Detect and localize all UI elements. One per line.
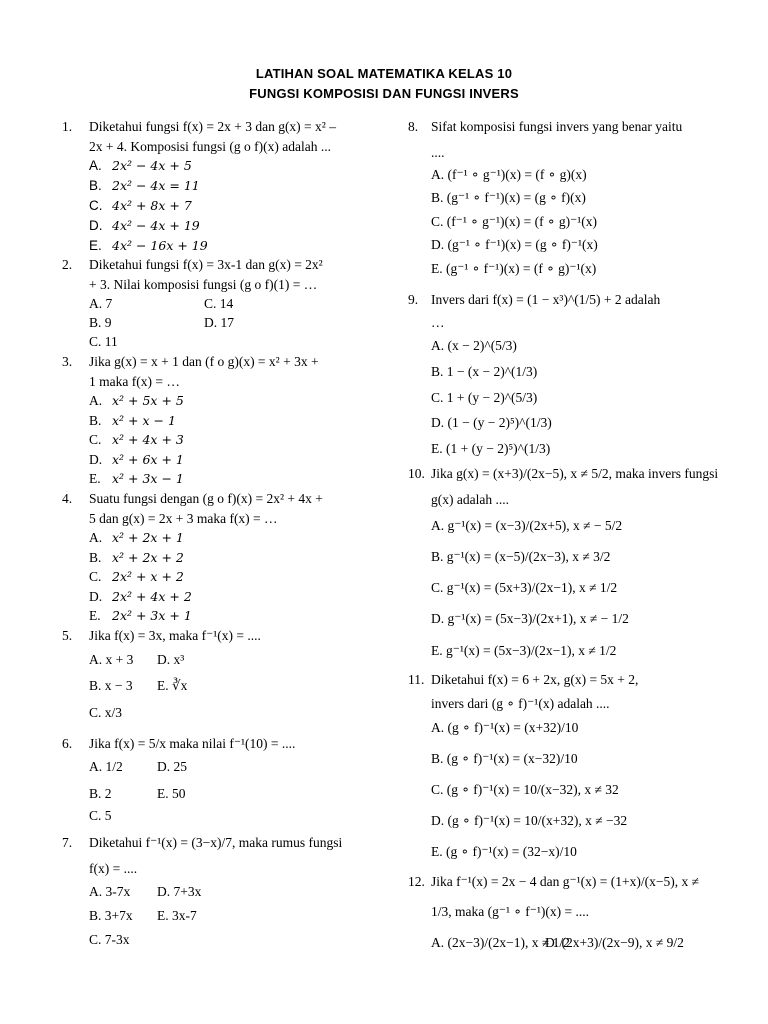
left-text-line: x² + 2x + 2 <box>112 550 184 565</box>
left-text-line: Suatu fungsi dengan (g o f)(x) = 2x² + 4x + <box>89 491 323 506</box>
left-text-line: + 3. Nilai komposisi fungsi (g o f)(1) = … <box>89 277 318 292</box>
left-text-line: Jika f(x) = 5/x maka nilai f⁻¹(10) = .... <box>89 736 296 751</box>
right-text-line: E. (g⁻¹ ∘ f⁻¹)(x) = (f ∘ g)⁻¹(x) <box>431 261 597 276</box>
right-text-line: 12. <box>408 874 425 889</box>
right-text-line: Invers dari f(x) = (1 − x³)^(1/5) + 2 adalah <box>431 292 661 307</box>
left-text-line: B. 2 <box>89 786 112 801</box>
left-text-line: x² + 6x + 1 <box>112 452 184 467</box>
left-text-line: E. ∛x <box>157 678 188 693</box>
left-text-line: 2x² − 4x + 5 <box>112 158 192 173</box>
left-text-line: 7. <box>62 835 73 850</box>
right-text-line: 10. <box>408 466 425 481</box>
right-text-line: 1/3, maka (g⁻¹ ∘ f⁻¹)(x) = .... <box>431 904 589 919</box>
right-text-line: B. 1 − (x − 2)^(1/3) <box>431 364 538 379</box>
left-text-line: A. <box>89 158 102 173</box>
left-text-line: 3. <box>62 354 73 369</box>
left-text-line: 2x² + x + 2 <box>112 569 184 584</box>
right-text-line: A. (2x−3)/(2x−1), x ≠ 1/2 <box>431 935 570 950</box>
right-text-line: g(x) adalah .... <box>431 492 509 507</box>
left-text-line: E. 3x-7 <box>157 908 197 923</box>
left-text-line: D. x³ <box>157 652 185 667</box>
left-text-line: B. 3+7x <box>89 908 133 923</box>
left-text-line: Diketahui f⁻¹(x) = (3−x)/7, maka rumus fungsi <box>89 835 343 850</box>
left-text-line: 2x² − 4x = 11 <box>112 178 200 193</box>
left-text-line: E. <box>89 471 101 486</box>
left-text-line: E. 50 <box>157 786 186 801</box>
right-text-line: Sifat komposisi fungsi invers yang benar yaitu <box>431 119 683 134</box>
right-text-line: E. (1 + (y − 2)⁵)^(1/3) <box>431 441 551 456</box>
left-text-line: x² + 2x + 1 <box>112 530 184 545</box>
right-text-line: C. 1 + (y − 2)^(5/3) <box>431 390 538 405</box>
right-text-line: E. (g ∘ f)⁻¹(x) = (32−x)/10 <box>431 844 577 859</box>
left-text-line: 1. <box>62 119 73 134</box>
left-text-line: D. 7+3x <box>157 884 202 899</box>
left-text-line: C. 7-3x <box>89 932 130 947</box>
left-text-line: Jika f(x) = 3x, maka f⁻¹(x) = .... <box>89 628 261 643</box>
left-text-line: A. 7 <box>89 296 113 311</box>
left-text-line: A. <box>89 393 103 408</box>
right-text-line: Jika g(x) = (x+3)/(2x−5), x ≠ 5/2, maka invers fungsi <box>431 466 719 481</box>
right-text-line: A. (g ∘ f)⁻¹(x) = (x+32)/10 <box>431 720 579 735</box>
left-text-line: 2. <box>62 257 73 272</box>
left-text-line: x² + 4x + 3 <box>112 432 184 447</box>
left-text-line: C. x/3 <box>89 705 123 720</box>
left-text-line: D. <box>89 218 103 233</box>
left-text-line: B. <box>89 178 102 193</box>
left-text-line: Diketahui fungsi f(x) = 2x + 3 dan g(x) = x² – <box>89 119 336 134</box>
right-text-line: Diketahui f(x) = 6 + 2x, g(x) = 5x + 2, <box>431 672 639 687</box>
left-text-line: 2x + 4. Komposisi fungsi (g o f)(x) adalah ... <box>89 139 331 154</box>
left-text-line: C. <box>89 569 102 584</box>
left-text-line: A. x + 3 <box>89 652 134 667</box>
page-subtitle: FUNGSI KOMPOSISI DAN FUNGSI INVERS <box>249 86 519 101</box>
left-text-line: E. <box>89 238 102 253</box>
right-text-line: A. g⁻¹(x) = (x−3)/(2x+5), x ≠ − 5/2 <box>431 518 623 533</box>
left-text-line: 1 maka f(x) = … <box>89 374 180 389</box>
page-title: LATIHAN SOAL MATEMATIKA KELAS 10 <box>255 66 513 81</box>
right-text-line: .... <box>431 145 445 160</box>
left-text-line: 5 dan g(x) = 2x + 3 maka f(x) = … <box>89 511 278 526</box>
right-text-line: 9. <box>408 292 419 307</box>
left-text-line: 4x² − 16x + 19 <box>112 238 208 253</box>
left-text-line: B. 9 <box>89 315 112 330</box>
left-text-line: B. <box>89 550 102 565</box>
left-text-line: C. 14 <box>204 296 234 311</box>
right-text-line: D. (g ∘ f)⁻¹(x) = 10/(x+32), x ≠ −32 <box>431 813 628 828</box>
left-text-line: 5. <box>62 628 73 643</box>
left-text-line: C. 11 <box>89 334 118 349</box>
right-text-line: A. (x − 2)^(5/3) <box>431 338 517 353</box>
left-text-line: f(x) = .... <box>89 861 138 876</box>
left-text-line: C. <box>89 198 103 213</box>
left-text-line: D. 25 <box>157 759 187 774</box>
left-text-line: 6. <box>62 736 73 751</box>
right-text-line: D. (2x+3)/(2x−9), x ≠ 9/2 <box>545 935 684 950</box>
right-text-line: … <box>431 315 445 330</box>
right-text-line: C. (f⁻¹ ∘ g⁻¹)(x) = (f ∘ g)⁻¹(x) <box>431 214 597 229</box>
left-text-line: D. <box>89 589 103 604</box>
left-text-line: 4x² − 4x + 19 <box>112 218 200 233</box>
left-text-line: C. <box>89 432 102 447</box>
right-text-line: 8. <box>408 119 419 134</box>
left-text-line: E. <box>89 608 101 623</box>
left-text-line: B. x − 3 <box>89 678 133 693</box>
right-text-line: D. g⁻¹(x) = (5x−3)/(2x+1), x ≠ − 1/2 <box>431 611 629 626</box>
right-text-line: D. (1 − (y − 2)⁵)^(1/3) <box>431 415 552 430</box>
left-text-line: B. <box>89 413 102 428</box>
left-text-line: D. <box>89 452 103 467</box>
right-text-line: A. (f⁻¹ ∘ g⁻¹)(x) = (f ∘ g)(x) <box>431 167 587 182</box>
right-text-line: C. g⁻¹(x) = (5x+3)/(2x−1), x ≠ 1/2 <box>431 580 618 595</box>
right-text-line: invers dari (g ∘ f)⁻¹(x) adalah .... <box>431 696 610 711</box>
left-text-line: C. 5 <box>89 808 112 823</box>
left-text-line: A. 1/2 <box>89 759 123 774</box>
left-text-line: A. 3-7x <box>89 884 131 899</box>
right-text-line: C. (g ∘ f)⁻¹(x) = 10/(x−32), x ≠ 32 <box>431 782 619 797</box>
left-text-line: 4. <box>62 491 73 506</box>
right-text-line: D. (g⁻¹ ∘ f⁻¹)(x) = (g ∘ f)⁻¹(x) <box>431 237 598 252</box>
left-text-line: Jika g(x) = x + 1 dan (f o g)(x) = x² + 3x + <box>89 354 319 369</box>
right-text-line: B. (g ∘ f)⁻¹(x) = (x−32)/10 <box>431 751 578 766</box>
left-text-line: 4x² + 8x + 7 <box>112 198 192 213</box>
left-text-line: D. 17 <box>204 315 234 330</box>
right-text-line: Jika f⁻¹(x) = 2x − 4 dan g⁻¹(x) = (1+x)/(x−5), x ≠ <box>431 874 700 889</box>
left-text-line: 2x² + 4x + 2 <box>112 589 192 604</box>
left-text-line: A. <box>89 530 103 545</box>
left-text-line: x² + x − 1 <box>112 413 176 428</box>
left-text-line: x² + 5x + 5 <box>112 393 184 408</box>
right-text-line: B. g⁻¹(x) = (x−5)/(2x−3), x ≠ 3/2 <box>431 549 611 564</box>
left-text-line: Diketahui fungsi f(x) = 3x-1 dan g(x) = 2x² <box>89 257 323 272</box>
left-text-line: 2x² + 3x + 1 <box>112 608 192 623</box>
left-text-line: x² + 3x − 1 <box>112 471 184 486</box>
right-text-line: B. (g⁻¹ ∘ f⁻¹)(x) = (g ∘ f)(x) <box>431 190 586 205</box>
right-text-line: E. g⁻¹(x) = (5x−3)/(2x−1), x ≠ 1/2 <box>431 643 617 658</box>
right-text-line: 11. <box>408 672 425 687</box>
